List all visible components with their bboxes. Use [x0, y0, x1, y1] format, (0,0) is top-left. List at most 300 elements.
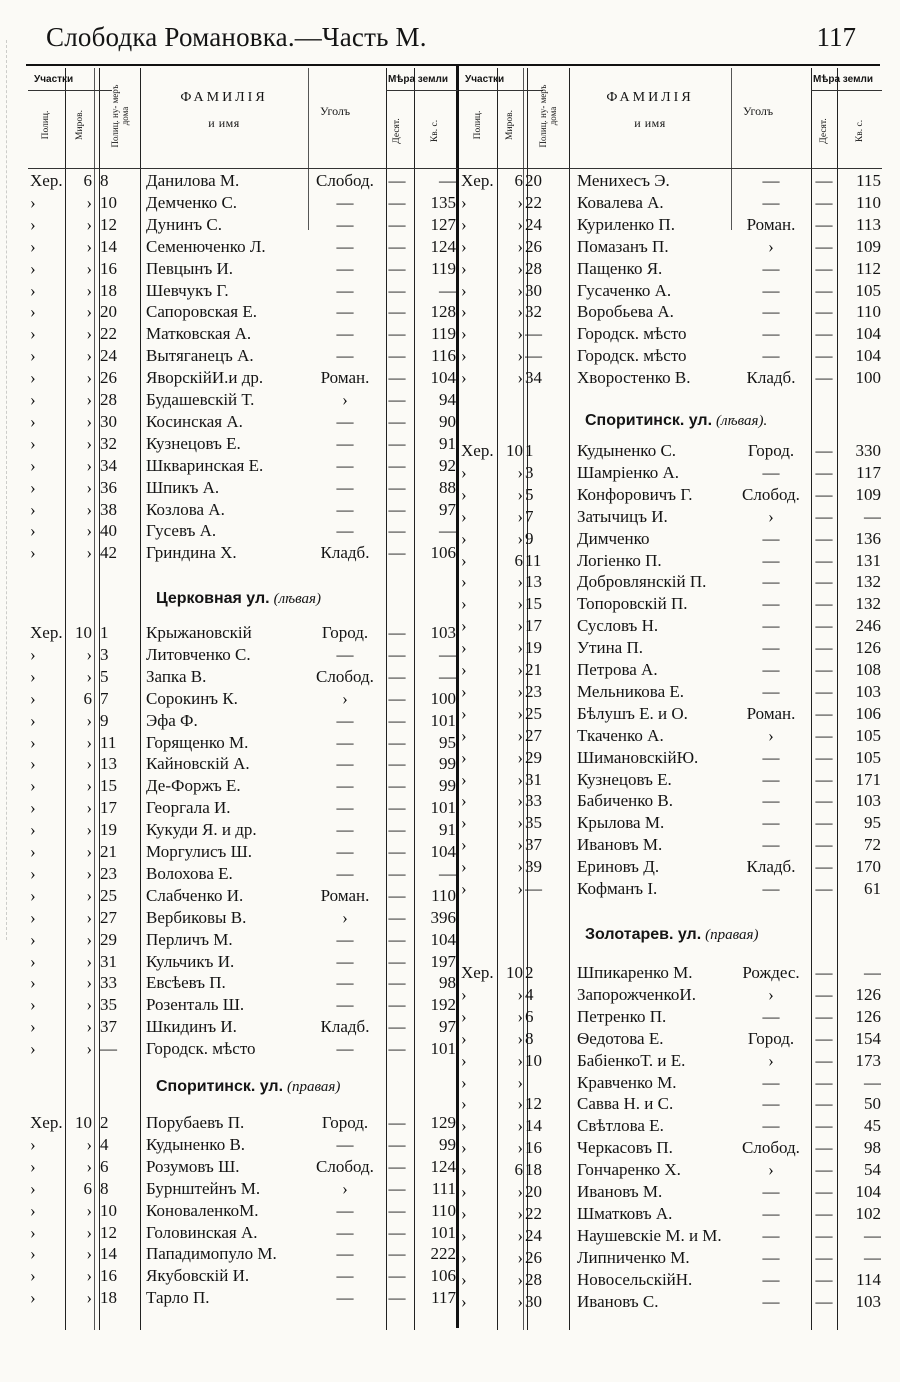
cell-desyat: —: [388, 368, 406, 388]
table-header: [28, 68, 458, 168]
cell-ugol: —: [762, 346, 780, 366]
cell-mirov: ›: [86, 666, 92, 686]
cell-polits: ›: [461, 1203, 467, 1223]
cell-house-number: 20: [525, 171, 542, 190]
margin-mark: [6, 40, 9, 940]
cell-polits: ›: [30, 1017, 36, 1037]
table-row: [459, 484, 882, 506]
table-row: [28, 301, 458, 323]
cell-kv-s: 110: [431, 1200, 456, 1220]
cell-mirov: ›: [517, 1116, 523, 1136]
cell-house-number: 33: [100, 973, 117, 993]
cell-kv-s: 104: [855, 324, 881, 344]
cell-polits: ›: [30, 477, 36, 497]
cell-name: Пащенко Я.: [577, 258, 663, 278]
cell-name: Моргулисъ Ш.: [146, 842, 252, 861]
cell-desyat: —: [815, 550, 833, 570]
cell-name: Кукуди Я. и др.: [146, 820, 257, 840]
table-row: [28, 666, 458, 688]
cell-name: Демченко С.: [146, 192, 238, 212]
cell-house-number: 13: [100, 754, 117, 774]
cell-polits: ›: [461, 703, 467, 723]
cell-kv-s: 106: [430, 543, 456, 563]
cell-house-number: 35: [525, 813, 542, 833]
table-row: [459, 301, 882, 323]
header-rule: [459, 168, 882, 169]
page-number: 117: [816, 22, 856, 52]
cell-house-number: 17: [525, 616, 542, 636]
cell-house-number: 23: [100, 863, 117, 883]
cell-desyat: —: [815, 791, 833, 811]
cell-polits: ›: [30, 863, 36, 883]
cell-mirov: ›: [517, 214, 523, 234]
cell-name: Шевчукъ Г.: [146, 280, 229, 300]
cell-ugol: ›: [342, 907, 348, 927]
cell-ugol: —: [336, 236, 354, 256]
cell-polits: ›: [461, 324, 467, 344]
cell-kv-s: 222: [430, 1244, 456, 1264]
cell-kv-s: 101: [430, 710, 456, 730]
cell-kv-s: 99: [439, 1134, 456, 1154]
cell-mirov: ›: [517, 813, 523, 833]
table-row: [459, 1006, 882, 1028]
table-row: [28, 885, 458, 907]
cell-mirov: ›: [86, 863, 92, 883]
cell-kv-s: 124: [430, 236, 456, 256]
cell-desyat: —: [815, 769, 833, 789]
cell-ugol: ›: [768, 1160, 774, 1180]
cell-kv-s: 116: [431, 346, 456, 366]
cell-mirov: ›: [517, 368, 523, 388]
cell-polits: ›: [30, 644, 36, 664]
cell-kv-s: 109: [855, 236, 881, 256]
cell-polits: ›: [461, 879, 467, 898]
cell-desyat: —: [815, 280, 833, 300]
street-side: (правая): [287, 1079, 341, 1095]
cell-mirov: ›: [517, 572, 523, 592]
cell-polits: ›: [30, 411, 36, 431]
cell-polits: ›: [30, 346, 36, 366]
cell-kv-s: 104: [855, 1182, 881, 1201]
table-row: [459, 367, 882, 389]
cell-ugol: Рождес.: [742, 963, 800, 982]
cell-mirov: ›: [517, 324, 523, 344]
cell-desyat: —: [388, 623, 406, 642]
cell-polits: ›: [461, 594, 467, 614]
cell-ugol: —: [336, 1200, 354, 1220]
cell-desyat: —: [388, 710, 406, 730]
cell-name: Кузнецовъ Е.: [577, 769, 672, 789]
table-row: [28, 236, 458, 258]
cell-polits: ›: [461, 660, 467, 679]
cell-ugol: —: [336, 214, 354, 234]
cell-name: Кравченко М.: [577, 1072, 677, 1092]
cell-name: Вытяганецъ А.: [146, 346, 254, 366]
table-row: [28, 1016, 458, 1038]
cell-house-number: 16: [100, 258, 117, 278]
cell-ugol: ›: [768, 725, 774, 745]
cell-house-number: 31: [525, 769, 542, 789]
cell-polits: ›: [30, 499, 36, 519]
table-row: [459, 192, 882, 214]
cell-polits: ›: [30, 688, 36, 708]
cell-house-number: 8: [100, 1178, 109, 1198]
cell-name: Добровлянскій П.: [577, 572, 707, 592]
header-polits: Полиц.: [41, 110, 51, 140]
table-row: [28, 170, 458, 192]
header-desyat: Десят.: [392, 118, 402, 144]
cell-kv-s: 108: [855, 660, 881, 679]
cell-polits: ›: [461, 302, 467, 322]
table-row: [459, 345, 882, 367]
top-rule: [26, 64, 880, 66]
cell-house-number: 18: [100, 1288, 117, 1308]
cell-house-number: 42: [100, 543, 117, 563]
cell-ugol: —: [762, 835, 780, 855]
cell-house-number: 2: [100, 1113, 109, 1132]
cell-ugol: —: [762, 324, 780, 344]
table-header: [459, 68, 882, 168]
cell-polits: ›: [30, 368, 36, 388]
table-row: [459, 214, 882, 236]
cell-ugol: —: [762, 572, 780, 592]
cell-kv-s: 61: [864, 879, 881, 898]
cell-kv-s: 124: [430, 1156, 456, 1176]
cell-name: Затычицъ И.: [577, 506, 668, 526]
cell-desyat: —: [815, 1116, 833, 1136]
cell-name: ЯворскійИ.и др.: [146, 368, 264, 388]
cell-mirov: ›: [517, 857, 523, 877]
table-row: [28, 1156, 458, 1178]
cell-kv-s: —: [439, 521, 456, 541]
cell-house-number: 13: [525, 572, 542, 592]
cell-desyat: —: [388, 543, 406, 563]
cell-house-number: 22: [525, 1203, 542, 1223]
cell-polits: ›: [461, 1225, 467, 1245]
cell-kv-s: 171: [855, 769, 881, 789]
cell-name: Эфа Ф.: [146, 710, 198, 730]
cell-kv-s: 111: [431, 1178, 456, 1198]
cell-kv-s: —: [439, 666, 456, 686]
cell-kv-s: 113: [856, 214, 881, 234]
header-mirov: Миров.: [505, 110, 515, 140]
cell-desyat: —: [388, 1222, 406, 1242]
cell-name: НовосельскійН.: [577, 1269, 693, 1289]
page-title: Слободка Романовка.—Часть М.: [46, 22, 427, 52]
cell-kv-s: 127: [430, 214, 456, 234]
cell-desyat: —: [388, 1178, 406, 1198]
cell-ugol: —: [762, 660, 780, 679]
cell-polits: ›: [30, 433, 36, 453]
cell-mirov: 6: [83, 1178, 92, 1198]
cell-mirov: ›: [86, 1134, 92, 1154]
cell-desyat: —: [388, 929, 406, 949]
cell-ugol: Слобод.: [316, 666, 374, 686]
cell-kv-s: —: [439, 644, 456, 664]
cell-name: Гриндина Х.: [146, 543, 237, 563]
cell-house-number: 16: [100, 1266, 117, 1286]
cell-house-number: 27: [525, 725, 542, 745]
cell-mirov: ›: [517, 1182, 523, 1201]
cell-mirov: ›: [86, 710, 92, 730]
cell-house-number: 2: [525, 963, 534, 982]
cell-house-number: 10: [100, 192, 117, 212]
cell-kv-s: 92: [439, 455, 456, 475]
table-row: [459, 1291, 882, 1313]
left-table: [28, 68, 458, 1330]
cell-kv-s: 128: [430, 302, 456, 322]
cell-desyat: —: [815, 1050, 833, 1070]
table-row: [28, 192, 458, 214]
cell-mirov: ›: [517, 791, 523, 811]
table-row: [28, 819, 458, 841]
cell-ugol: —: [336, 411, 354, 431]
table-row: [28, 477, 458, 499]
cell-polits: Хер.: [461, 963, 494, 982]
cell-polits: ›: [30, 973, 36, 993]
cell-kv-s: —: [864, 1247, 881, 1267]
cell-house-number: 18: [525, 1160, 542, 1180]
cell-kv-s: 105: [855, 747, 881, 767]
cell-kv-s: 103: [855, 791, 881, 811]
table-row: [28, 863, 458, 885]
cell-house-number: 32: [100, 433, 117, 453]
cell-mirov: ›: [86, 1156, 92, 1176]
cell-name: Пападимопуло М.: [146, 1244, 277, 1264]
table-row: [459, 1028, 882, 1050]
header-kv-s: Кв. с.: [855, 119, 865, 143]
cell-house-number: 17: [100, 798, 117, 818]
header-mera-zemli: Мѣра земли: [813, 74, 873, 85]
cell-name: Сорокинъ К.: [146, 688, 238, 708]
cell-kv-s: 132: [855, 572, 881, 592]
table-row: [459, 1269, 882, 1291]
cell-polits: ›: [30, 798, 36, 818]
cell-mirov: ›: [86, 324, 92, 344]
cell-ugol: ›: [342, 390, 348, 409]
cell-desyat: —: [388, 951, 406, 971]
cell-house-number: 5: [525, 484, 534, 504]
cell-name: Воробьева А.: [577, 302, 674, 322]
cell-house-number: 7: [525, 506, 534, 526]
cell-polits: ›: [30, 214, 36, 234]
cell-desyat: —: [388, 280, 406, 300]
cell-ugol: —: [762, 192, 780, 212]
cell-name: Логіенко П.: [577, 550, 662, 570]
cell-name: Сусловъ Н.: [577, 616, 659, 636]
cell-ugol: Роман.: [320, 885, 370, 905]
cell-desyat: —: [815, 703, 833, 723]
cell-desyat: —: [388, 666, 406, 686]
cell-mirov: ›: [86, 499, 92, 519]
cell-desyat: —: [388, 973, 406, 993]
cell-house-number: —: [525, 324, 542, 344]
table-row: [28, 258, 458, 280]
cell-ugol: —: [762, 1203, 780, 1223]
cell-desyat: —: [815, 963, 833, 982]
cell-kv-s: —: [864, 1072, 881, 1092]
cell-desyat: —: [388, 1134, 406, 1154]
cell-kv-s: 330: [855, 441, 881, 460]
cell-desyat: —: [815, 528, 833, 548]
cell-house-number: 19: [525, 638, 542, 658]
cell-house-number: 19: [100, 820, 117, 840]
cell-kv-s: 110: [431, 885, 456, 905]
cell-desyat: —: [388, 1039, 406, 1059]
cell-kv-s: 110: [856, 192, 881, 212]
cell-polits: ›: [30, 710, 36, 730]
cell-kv-s: —: [864, 1225, 881, 1245]
cell-polits: ›: [461, 1269, 467, 1289]
cell-mirov: ›: [517, 1028, 523, 1048]
cell-kv-s: 98: [864, 1138, 881, 1158]
cell-kv-s: 97: [439, 499, 456, 519]
cell-name: Кузнецовъ Е.: [146, 433, 241, 453]
cell-mirov: ›: [86, 907, 92, 927]
cell-mirov: ›: [86, 1017, 92, 1037]
table-row: [459, 280, 882, 302]
cell-name: Кудыненко В.: [146, 1134, 246, 1154]
cell-ugol: —: [336, 499, 354, 519]
cell-desyat: —: [815, 1006, 833, 1026]
cell-ugol: —: [762, 638, 780, 658]
cell-ugol: Слобод.: [316, 171, 374, 190]
cell-ugol: ›: [768, 1050, 774, 1070]
header-ugol: Уголъ: [320, 104, 351, 118]
cell-polits: ›: [30, 1222, 36, 1242]
cell-desyat: —: [388, 171, 406, 190]
cell-ugol: —: [336, 258, 354, 278]
cell-polits: ›: [30, 521, 36, 541]
cell-desyat: —: [388, 499, 406, 519]
table-row: [459, 170, 882, 192]
table-row: [28, 1200, 458, 1222]
cell-house-number: 27: [100, 907, 117, 927]
cell-ugol: —: [336, 1266, 354, 1286]
cell-mirov: ›: [86, 368, 92, 388]
cell-name: Шматковъ А.: [577, 1203, 673, 1223]
cell-name: Гусаченко А.: [577, 280, 672, 300]
cell-desyat: —: [815, 660, 833, 679]
cell-name: Евсѣевъ П.: [146, 973, 226, 993]
cell-house-number: 24: [100, 346, 117, 366]
table-row: [459, 571, 882, 593]
table-row: [28, 1112, 458, 1134]
cell-desyat: —: [388, 644, 406, 664]
cell-name: Бурнштейнъ М.: [146, 1178, 261, 1198]
cell-name: Де-Форжъ Е.: [146, 776, 241, 796]
table-row: [459, 703, 882, 725]
cell-kv-s: 396: [430, 907, 456, 927]
cell-desyat: —: [388, 477, 406, 497]
cell-desyat: —: [815, 1203, 833, 1223]
cell-ugol: —: [762, 1182, 780, 1201]
table-row: [459, 769, 882, 791]
cell-desyat: —: [388, 324, 406, 344]
cell-desyat: —: [815, 258, 833, 278]
cell-ugol: —: [336, 929, 354, 949]
table-row: [459, 550, 882, 572]
cell-house-number: —: [525, 346, 542, 366]
cell-name: Сапоровская Е.: [146, 302, 257, 322]
cell-kv-s: 105: [855, 280, 881, 300]
cell-ugol: —: [336, 995, 354, 1015]
table-row: [28, 907, 458, 929]
table-row: [28, 1287, 458, 1309]
cell-desyat: —: [815, 1138, 833, 1158]
cell-kv-s: 114: [856, 1269, 881, 1289]
cell-name: Шкидинъ И.: [146, 1017, 237, 1037]
cell-ugol: —: [336, 973, 354, 993]
cell-polits: ›: [30, 1178, 36, 1198]
table-row: [459, 528, 882, 550]
header-familiya: [140, 90, 308, 131]
cell-name: Помазанъ П.: [577, 236, 669, 256]
cell-polits: ›: [461, 813, 467, 833]
cell-kv-s: —: [864, 506, 881, 526]
header-polits: Полиц.: [473, 110, 483, 140]
cell-polits: ›: [30, 455, 36, 475]
cell-mirov: ›: [86, 929, 92, 949]
cell-kv-s: 94: [439, 390, 456, 409]
cell-kv-s: 119: [431, 258, 456, 278]
table-row: [459, 236, 882, 258]
cell-mirov: ›: [517, 1094, 523, 1114]
cell-desyat: —: [815, 572, 833, 592]
cell-kv-s: 117: [856, 462, 881, 482]
cell-desyat: —: [815, 302, 833, 322]
cell-mirov: ›: [517, 192, 523, 212]
cell-house-number: 30: [100, 411, 117, 431]
cell-kv-s: 136: [855, 528, 881, 548]
cell-ugol: —: [762, 1225, 780, 1245]
table-row: [28, 1243, 458, 1265]
cell-mirov: ›: [86, 433, 92, 453]
street-heading: [156, 586, 321, 612]
table-row: [28, 622, 458, 644]
cell-kv-s: 106: [430, 1266, 456, 1286]
cell-house-number: 12: [100, 1222, 117, 1242]
cell-mirov: ›: [86, 236, 92, 256]
table-row: [459, 725, 882, 747]
cell-desyat: —: [815, 1160, 833, 1180]
cell-mirov: ›: [517, 484, 523, 504]
cell-ugol: ›: [768, 984, 774, 1004]
cell-mirov: 10: [75, 1113, 92, 1132]
cell-polits: ›: [461, 747, 467, 767]
cell-mirov: ›: [86, 411, 92, 431]
cell-ugol: —: [762, 813, 780, 833]
cell-kv-s: —: [439, 863, 456, 883]
cell-desyat: —: [815, 236, 833, 256]
cell-mirov: ›: [86, 1200, 92, 1220]
cell-house-number: 29: [525, 747, 542, 767]
cell-polits: ›: [461, 1182, 467, 1201]
cell-mirov: ›: [517, 1291, 523, 1311]
cell-polits: ›: [30, 907, 36, 927]
cell-mirov: ›: [517, 280, 523, 300]
cell-mirov: ›: [86, 477, 92, 497]
cell-house-number: 6: [525, 1006, 534, 1026]
cell-house-number: 14: [525, 1116, 542, 1136]
cell-name: Слабченко И.: [146, 885, 244, 905]
cell-kv-s: 90: [439, 411, 456, 431]
cell-name: Тарло П.: [146, 1288, 210, 1308]
cell-house-number: 6: [100, 1156, 109, 1176]
cell-polits: ›: [461, 346, 467, 366]
header-familiya-title: ФАМИЛІЯ: [180, 90, 268, 105]
cell-ugol: —: [336, 1244, 354, 1264]
